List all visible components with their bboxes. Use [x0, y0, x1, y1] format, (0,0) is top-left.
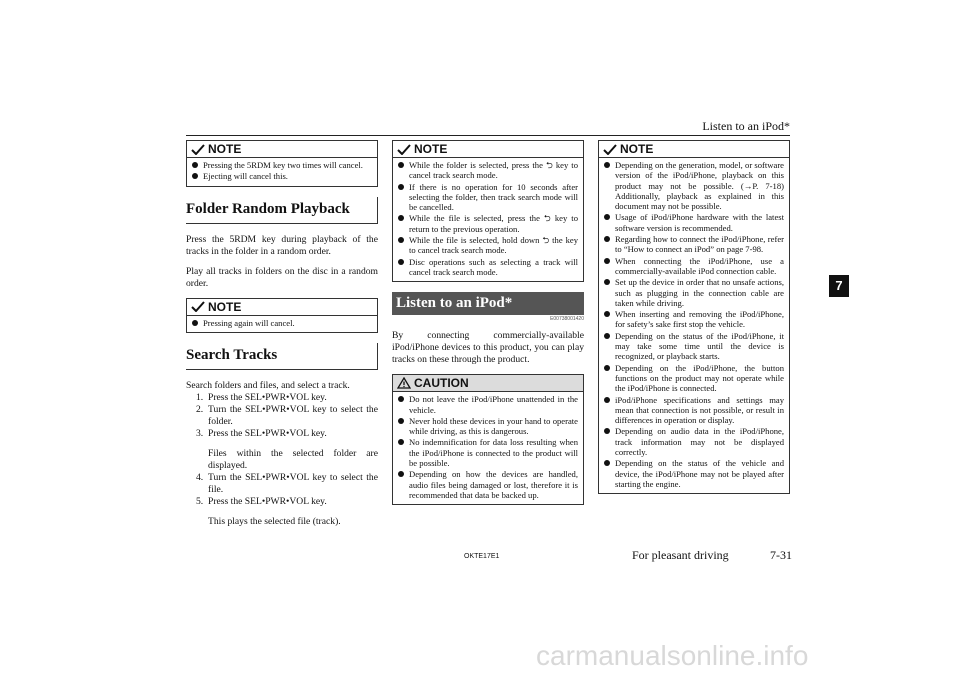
caution-box — [392, 374, 584, 505]
document-code: OKTE17E1 — [464, 553, 500, 560]
step-item: 5. Press the SEL•PWR•VOL key. This plays the selected file (track). — [196, 495, 341, 527]
note-icon — [603, 144, 617, 155]
step-item: 3. Press the SEL•PWR•VOL key. Files within the selected folder are displayed. — [196, 427, 378, 471]
steps-list — [186, 392, 378, 528]
list-item: No indemnification for data loss resulting when the iPod/iPhone is connected to the product will be possible. — [398, 437, 578, 468]
list-item: Depending on audio data in the iPod/iPhone, track information may not be displayed correctly. — [604, 426, 784, 457]
list-item: Depending on the iPod/iPhone, the button functions on the product may not operate while the iPod/iPhone is connected. — [604, 363, 784, 394]
chapter-tab: 7 — [829, 275, 849, 297]
note-icon — [191, 301, 205, 312]
column-3 — [598, 140, 790, 504]
list-item: Pressing again will cancel. — [192, 318, 372, 328]
paragraph: By connecting commercially-available iPod/iPhone devices to this product, you can play tracks on these through the product. — [392, 330, 584, 366]
list-item: Never hold these devices in your hand to operate while driving, as this is dangerous. — [398, 416, 578, 437]
note-box-1 — [186, 140, 378, 187]
page-footer — [632, 548, 792, 563]
step-item: 1. Press the SEL•PWR•VOL key. — [196, 391, 327, 403]
section-code: E00738001420 — [550, 316, 584, 323]
note-icon — [397, 144, 411, 155]
paragraph: Play all tracks in folders on the disc in a random order. — [186, 265, 378, 289]
header-rule — [186, 135, 790, 136]
note-header — [187, 141, 377, 158]
note-list — [187, 158, 377, 182]
warning-triangle-icon — [397, 377, 411, 389]
list-item: Depending on how the devices are handled, audio files being damaged or lost, therefore it is recommended that data be backed up. — [398, 469, 578, 500]
note-box-2 — [186, 298, 378, 333]
list-item: Do not leave the iPod/iPhone unattended in the vehicle. — [398, 394, 578, 415]
note-icon — [191, 144, 205, 155]
list-item: Depending on the generation, model, or software version of the iPod/iPhone, playback on this product may not be possible. (→P. 7-18) Additionally, playback as explained in this document may not be possible. — [604, 160, 784, 211]
list-item: While the file is selected, hold down ⮌ the key to cancel track search mode. — [398, 235, 578, 256]
note-label: NOTE — [620, 142, 654, 156]
list-item: Set up the device in order that no unsafe actions, such as plugging in the connection cable are taken while driving. — [604, 277, 784, 308]
list-item: While the folder is selected, press the ⮌ key to cancel track search mode. — [398, 160, 578, 181]
paragraph: Search folders and files, and select a track. — [186, 379, 350, 391]
column-1 — [186, 140, 378, 528]
note-header — [187, 299, 377, 316]
list-item: iPod/iPhone specifications and settings may mean that connection is not possible, or result in differences in operation or display. — [604, 395, 784, 426]
list-item: When inserting and removing the iPod/iPhone, for safety’s sake first stop the vehicle. — [604, 309, 784, 330]
caution-list — [393, 392, 583, 500]
list-item: Regarding how to connect the iPod/iPhone, refer to “How to connect an iPod” on page 7-98. — [604, 234, 784, 255]
section-title-listen-ipod: Listen to an iPod* — [392, 292, 584, 315]
list-item: Depending on the status of the vehicle and device, the iPod/iPhone may not be played after starting the engine. — [604, 458, 784, 489]
paragraph: Press the 5RDM key during playback of the tracks in the folder in a random order. — [186, 233, 378, 257]
footer-section: For pleasant driving — [632, 548, 729, 562]
note-list — [187, 316, 377, 328]
list-item: While the file is selected, press the ⮌ key to return to the previous operation. — [398, 213, 578, 234]
note-label: NOTE — [414, 142, 448, 156]
list-item: When connecting the iPod/iPhone, use a commercially-available iPod connection cable. — [604, 256, 784, 277]
list-item: Depending on the status of the iPod/iPhone, it may take some time until the device is recognized, or playback starts. — [604, 331, 784, 362]
note-header — [393, 141, 583, 158]
note-list — [599, 158, 789, 489]
list-item: Usage of iPod/iPhone hardware with the latest software version is recommended. — [604, 212, 784, 233]
watermark: carmanualsonline.info — [536, 640, 809, 671]
section-title-search-tracks: Search Tracks — [186, 343, 378, 370]
list-item: Disc operations such as selecting a track will cancel track search mode. — [398, 257, 578, 278]
note-box-4 — [598, 140, 790, 494]
note-label: NOTE — [208, 142, 242, 156]
list-item: Ejecting will cancel this. — [192, 171, 372, 181]
page-number: 7-31 — [770, 548, 792, 562]
note-list — [393, 158, 583, 277]
section-title-folder-random: Folder Random Playback — [186, 197, 378, 224]
note-label: NOTE — [208, 299, 242, 314]
step-item: 2. Turn the SEL•PWR•VOL key to select the folder. — [196, 403, 378, 427]
caution-header — [393, 375, 583, 392]
page-header-title: Listen to an iPod* — [702, 119, 790, 133]
note-header — [599, 141, 789, 158]
list-item: If there is no operation for 10 seconds after selecting the folder, then track search mode will be cancelled. — [398, 182, 578, 213]
step-item: 4. Turn the SEL•PWR•VOL key to select the file. — [196, 471, 378, 495]
column-2 — [392, 140, 584, 515]
note-box-3 — [392, 140, 584, 282]
list-item: Pressing the 5RDM key two times will cancel. — [192, 160, 372, 170]
caution-label: CAUTION — [414, 376, 469, 391]
